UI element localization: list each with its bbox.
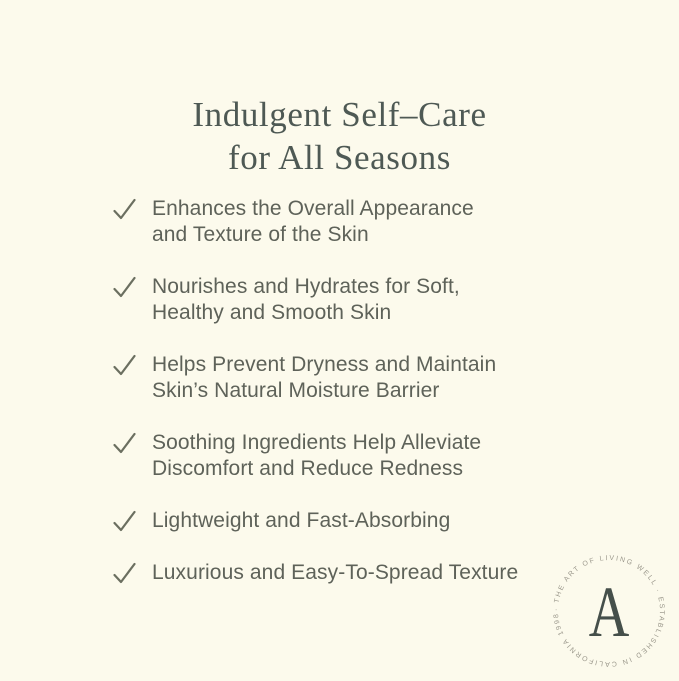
benefit-line: Helps Prevent Dryness and Maintain — [152, 353, 497, 376]
brand-seal-ring-text: · THE ART OF LIVING WELL · ESTABLISHED IN CALIFORNIA 1998 — [552, 554, 666, 668]
benefit-line: Lightweight and Fast-Absorbing — [152, 509, 451, 532]
benefit-text — [152, 560, 518, 586]
benefit-text — [152, 430, 481, 482]
benefit-text — [152, 274, 460, 326]
benefit-line: Healthy and Smooth Skin — [152, 301, 392, 324]
list-item — [112, 274, 552, 326]
benefit-line: Luxurious and Easy-To-Spread Texture — [152, 561, 519, 584]
list-item — [112, 560, 552, 586]
list-item — [112, 352, 552, 404]
checkmark-icon — [112, 561, 137, 586]
page-title-line-1: Indulgent Self–Care — [192, 95, 487, 135]
checkmark-icon — [112, 509, 137, 534]
benefit-line: Skin’s Natural Moisture Barrier — [152, 379, 440, 402]
checkmark-icon — [112, 197, 137, 222]
benefit-line: Discomfort and Reduce Redness — [152, 457, 464, 480]
benefit-list — [112, 196, 552, 612]
page-title — [0, 93, 679, 179]
checkmark-icon — [112, 431, 137, 456]
checkmark-icon — [112, 353, 137, 378]
benefit-text — [152, 196, 474, 248]
brand-monogram-letter: A — [588, 571, 630, 652]
benefit-line: and Texture of the Skin — [152, 223, 369, 246]
list-item — [112, 430, 552, 482]
benefit-line: Soothing Ingredients Help Alleviate — [152, 431, 482, 454]
benefit-line: Enhances the Overall Appearance — [152, 197, 474, 220]
brand-seal — [539, 541, 679, 681]
benefit-line: Nourishes and Hydrates for Soft, — [152, 275, 460, 298]
list-item — [112, 196, 552, 248]
page-title-line-2: for All Seasons — [228, 138, 451, 178]
list-item — [112, 508, 552, 534]
checkmark-icon — [112, 275, 137, 300]
benefit-text — [152, 352, 496, 404]
benefit-text — [152, 508, 450, 534]
